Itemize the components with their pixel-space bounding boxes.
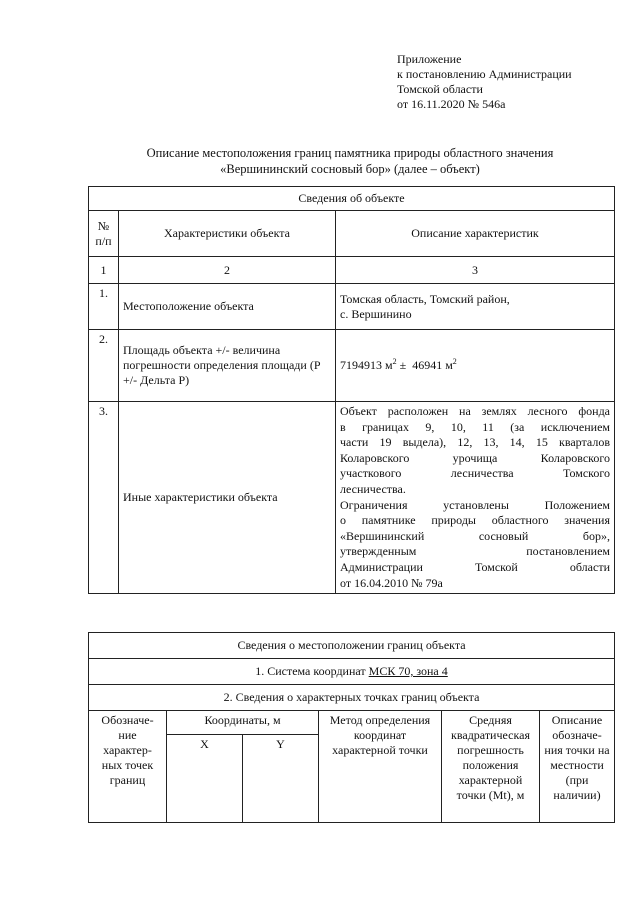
table-row xyxy=(89,284,615,330)
appendix-line: к постановлению Администрации xyxy=(397,67,572,81)
boundary-table xyxy=(88,632,615,823)
table-row xyxy=(89,402,615,594)
header-description: Описание обозначе-ния точки на местности (при наличии) xyxy=(540,711,615,823)
header-method: Метод определения координат характерной точки xyxy=(319,711,442,823)
area-unit-sup: 2 xyxy=(452,357,457,366)
plus-minus: ± xyxy=(396,358,413,372)
header-coordinates: Координаты, м xyxy=(167,711,319,735)
col-number: 1 xyxy=(89,257,119,284)
row-description xyxy=(336,284,615,330)
document-title xyxy=(90,145,610,177)
coord-system-name: МСК 70, зона 4 xyxy=(368,664,448,678)
col-number: 2 xyxy=(119,257,336,284)
table-row xyxy=(89,330,615,402)
header-description: Описание характеристик xyxy=(336,211,615,257)
appendix-line: Приложение xyxy=(397,52,462,66)
row-num: 3. xyxy=(89,402,119,594)
desc-line: Коларовского урочища Коларовского xyxy=(340,450,610,465)
header-y: Y xyxy=(243,735,319,823)
desc-line: в границах 9, 10, 11 (за исключением xyxy=(340,419,610,434)
boundary-title: Сведения о местоположении границ объекта xyxy=(89,633,615,659)
appendix-line: от 16.11.2020 № 546а xyxy=(397,97,506,111)
area-value xyxy=(336,330,615,402)
row-name: Местоположение объекта xyxy=(119,284,336,330)
desc-line: части 19 выдела), 12, 13, 14, 15 кварталов xyxy=(340,435,610,450)
coord-system-prefix: 1. Система координат xyxy=(255,664,369,678)
desc-line: Томская область, Томский район, xyxy=(340,291,510,306)
row-num: 2. xyxy=(89,330,119,402)
desc-line: Администрации Томской области xyxy=(340,559,610,574)
desc-line: с. Вершинино xyxy=(340,306,412,321)
col-number: 3 xyxy=(336,257,615,284)
appendix-block xyxy=(397,52,572,112)
points-title: 2. Сведения о характерных точках границ объекта xyxy=(89,685,615,711)
area-unit-sup: 2 xyxy=(392,357,397,366)
row-name: Иные характеристики объекта xyxy=(119,402,336,594)
desc-line: участкового лесничества Томского xyxy=(340,466,610,481)
desc-line: от 16.04.2010 № 79а xyxy=(340,575,443,590)
header-x: X xyxy=(167,735,243,823)
area-number: 7194913 м xyxy=(340,358,393,372)
desc-line: Объект расположен на землях лесного фонда xyxy=(340,404,610,418)
row-description xyxy=(336,402,615,594)
appendix-line: Томской области xyxy=(397,82,483,96)
desc-line: Ограничения установлены Положением xyxy=(340,497,610,512)
header-error: Средняя квадратическая погрешность положения характерной точки (Mt), м xyxy=(442,711,540,823)
coordinate-system xyxy=(89,659,615,685)
title-line: «Вершининский сосновый бор» (далее – объект) xyxy=(220,162,480,176)
desc-line: «Вершининский сосновый бор», xyxy=(340,528,610,543)
header-num: № п/п xyxy=(89,211,119,257)
area-error: 46941 м xyxy=(412,358,453,372)
desc-line: о памятнике природы областного значения xyxy=(340,513,610,528)
row-num: 1. xyxy=(89,284,119,330)
desc-line: утвержденным постановлением xyxy=(340,544,610,559)
object-info-table xyxy=(88,186,615,594)
header-characteristic: Характеристики объекта xyxy=(119,211,336,257)
section-title: Сведения об объекте xyxy=(89,187,615,211)
title-line: Описание местоположения границ памятника природы областного значения xyxy=(146,146,554,160)
desc-line: лесничества. xyxy=(340,481,406,496)
header-point-name: Обозначе-ние характер-ных точек границ xyxy=(89,711,167,823)
row-name: Площадь объекта +/- величина погрешности определения площади (Р +/- Дельта Р) xyxy=(119,330,336,402)
